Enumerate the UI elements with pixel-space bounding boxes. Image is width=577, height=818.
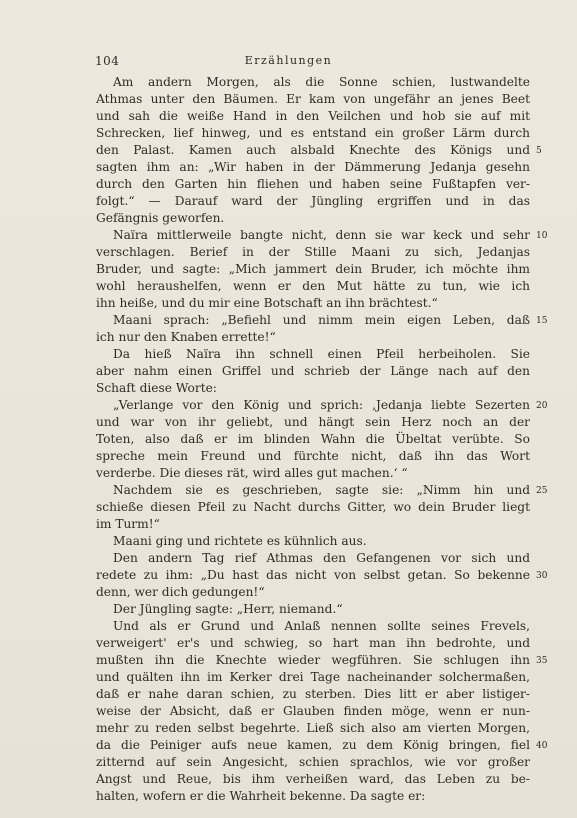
text-line: verderbe. Die dieses rät, wird alles gut machen.‘ “ xyxy=(96,466,408,480)
text-line: aber nahm einen Griffel und schrieb der Länge nach auf den xyxy=(96,364,530,378)
text-line: und war von ihr geliebt, und hängt sein Herz noch an der xyxy=(96,415,530,429)
text-line: Und als er Grund und Anlaß nennen sollte seines Frevels, xyxy=(113,619,530,633)
text-line: Den andern Tag rief Athmas den Gefangenen vor sich und xyxy=(113,551,530,565)
text-line: mehr zu reden selbst begehrte. Ließ sich also am vierten Morgen, xyxy=(96,721,530,735)
text-line: Maani ging und richtete es kühnlich aus. xyxy=(113,534,367,548)
text-line: verweigert' er's und schwieg, so hart man ihn bedrohte, und xyxy=(96,636,530,650)
line-number: 10 xyxy=(536,231,548,241)
line-number: 5 xyxy=(536,146,542,156)
text-line: Nachdem sie es geschrieben, sagte sie: „Nimm hin und xyxy=(113,483,530,497)
text-line: weise der Absicht, daß er Glauben finden möge, wenn er nun- xyxy=(96,704,530,718)
text-line: ich nur den Knaben errette!“ xyxy=(96,330,276,344)
text-line: Maani sprach: „Befiehl und nimm mein eigen Leben, daß xyxy=(113,313,530,327)
text-line: schieße diesen Pfeil zu Nacht durchs Gitter, wo dein Bruder liegt xyxy=(96,500,530,514)
text-line: Gefängnis geworfen. xyxy=(96,211,225,225)
text-line: Da hieß Naïra ihn schnell einen Pfeil herbeiholen. Sie xyxy=(113,347,530,361)
text-line: Schrecken, lief hinweg, und es entstand ein großer Lärm durch xyxy=(96,126,530,140)
text-line: daß er nahe daran schien, zu sterben. Dies litt er aber listiger- xyxy=(96,687,530,701)
text-line: Angst und Reue, bis ihm verheißen ward, das Leben zu be- xyxy=(96,772,530,786)
text-line: spreche mein Freund und fürchte nicht, daß ihn das Wort xyxy=(96,449,530,463)
line-number: 25 xyxy=(536,486,548,496)
text-line: den Palast. Kamen auch alsbald Knechte des Königs und xyxy=(96,143,530,157)
text-line: halten, wofern er die Wahrheit bekenne. Da sagte er: xyxy=(96,789,426,803)
text-line: „Verlange vor den König und sprich: ‚Jedanja liebte Sezerten xyxy=(113,398,530,412)
text-line: zitternd auf sein Angesicht, schien sprachlos, wie vor großer xyxy=(96,755,530,769)
line-number: 30 xyxy=(536,571,548,581)
running-title: Erzählungen xyxy=(244,54,333,67)
text-line: sagten ihm an: „Wir haben in der Dämmerung Jedanja gesehn xyxy=(96,160,530,174)
text-line: im Turm!“ xyxy=(96,517,160,531)
text-line: Der Jüngling sagte: „Herr, niemand.“ xyxy=(113,602,343,616)
text-line: Schaft diese Worte: xyxy=(96,381,217,395)
text-line: Athmas unter den Bäumen. Er kam von ungefähr an jenes Beet xyxy=(96,92,530,106)
text-line: mußten ihn die Knechte wieder wegführen. Sie schlugen ihn xyxy=(96,653,530,667)
text-line: redete zu ihm: „Du hast das nicht von selbst getan. So bekenne xyxy=(96,568,530,582)
text-line: denn, wer dich gedungen!“ xyxy=(96,585,265,599)
text-line: durch den Garten hin fliehen und haben seine Fußtapfen ver- xyxy=(96,177,530,191)
text-line: da die Peiniger aufs neue kamen, zu dem König bringen, fiel xyxy=(96,738,530,752)
line-number: 35 xyxy=(536,656,548,666)
text-line: und quälten ihn im Kerker drei Tage nacheinander solchermaßen, xyxy=(96,670,530,684)
line-number: 20 xyxy=(536,401,548,411)
text-line: ihn heiße, und du mir eine Botschaft an ihn brächtest.“ xyxy=(96,296,438,310)
text-line: Naïra mittlerweile bangte nicht, denn sie war keck und sehr xyxy=(113,228,530,242)
text-line: und sah die weiße Hand in den Veilchen und hob sie auf mit xyxy=(96,109,530,123)
text-line: Bruder, und sagte: „Mich jammert dein Bruder, ich möchte ihm xyxy=(96,262,530,276)
text-line: folgt.“ — Darauf ward der Jüngling ergriffen und in das xyxy=(96,194,530,208)
text-line: verschlagen. Berief in der Stille Maani zu sich, Jedanjas xyxy=(96,245,530,259)
line-number: 40 xyxy=(536,741,548,751)
page-number: 104 xyxy=(95,54,120,68)
text-line: Am andern Morgen, als die Sonne schien, lustwandelte xyxy=(113,75,530,89)
text-line: wohl heraushelfen, wenn er den Mut hätte zu tun, wie ich xyxy=(96,279,530,293)
text-line: Toten, also daß er im blinden Wahn die Übeltat verübte. So xyxy=(96,432,530,446)
line-number: 15 xyxy=(536,316,548,326)
